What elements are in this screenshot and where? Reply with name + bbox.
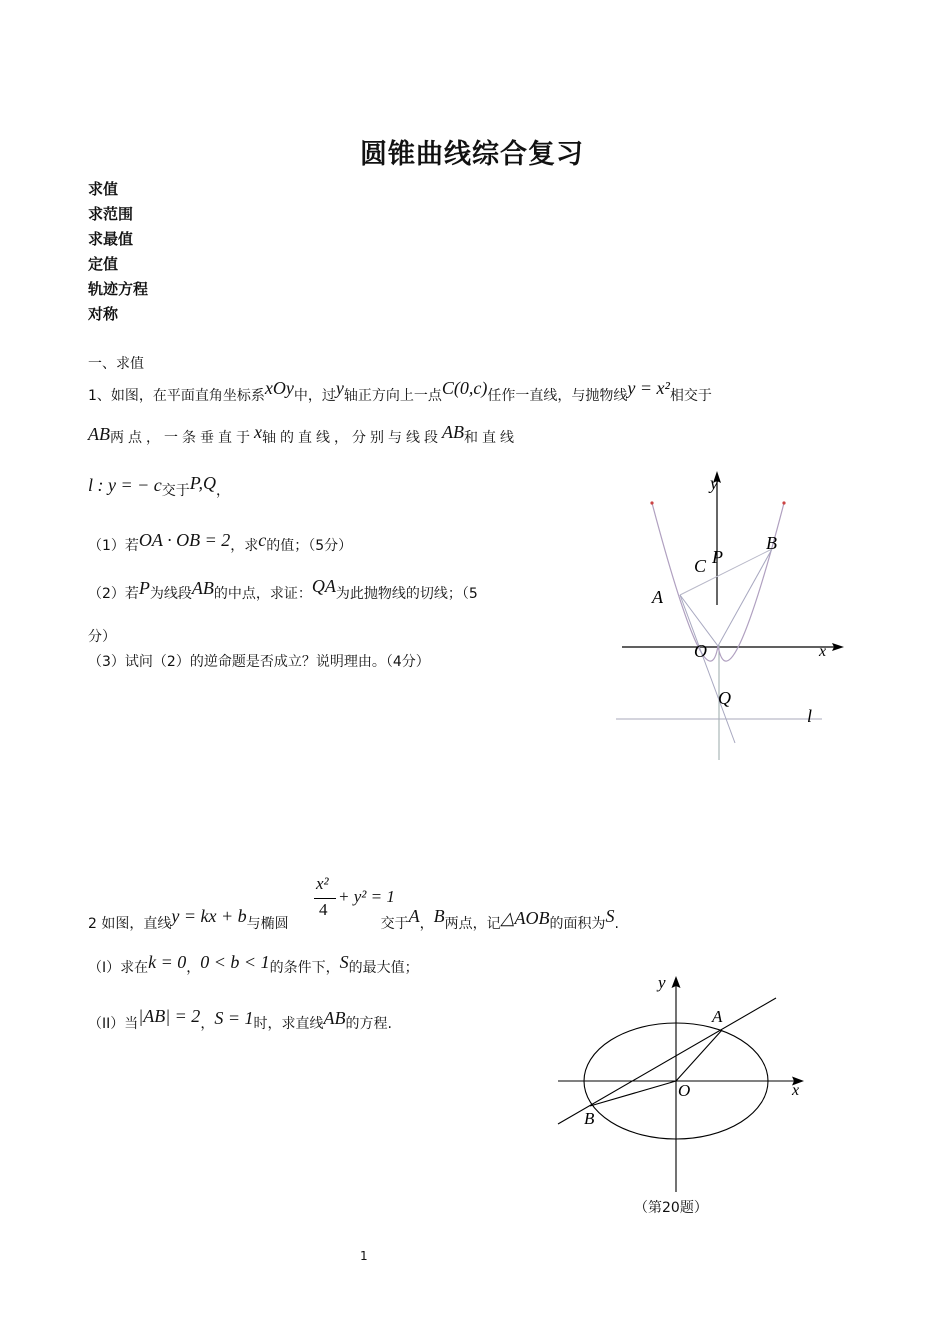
p1-l2-text-a: 两点，一条垂直于 (110, 430, 254, 446)
p1-fig-label-y: y (710, 473, 718, 493)
p1-q1-text-b: ，求 (230, 538, 259, 554)
p1-fig-label-a: A (652, 587, 663, 607)
p2-l1-math-a: A (408, 906, 420, 926)
p2-q1-text-d: 的最大值； (348, 960, 419, 976)
problem1-question2 (88, 578, 478, 608)
problem1-question2-cont: 分） (88, 629, 116, 645)
p1-q2-text-a: （2）若 (88, 586, 139, 602)
page-number: 1 (360, 1249, 368, 1263)
p1-fig-endpoint-left (650, 501, 653, 504)
ellipse-rest: + y² = 1 (338, 887, 395, 906)
p1-l3-text-a: 交于 (161, 483, 190, 499)
p1-q2-math-ab: AB (191, 578, 214, 598)
p2-q1-math-b-range: 0 < b < 1 (200, 952, 270, 972)
p1-l1-math-y: y (335, 378, 344, 398)
p2-fig-segment-ob (590, 1081, 676, 1106)
p2-l1-text-e: 两点，记 (444, 916, 501, 932)
p1-l1-text-c: 轴正方向上一点 (343, 388, 442, 404)
p2-q1-math-s: S (339, 952, 349, 972)
p2-l1-math-line: y = kx + b (171, 906, 247, 926)
problem1-line2 (88, 422, 518, 452)
p1-q1-text-a: （1）若 (88, 538, 139, 554)
p2-q2-math-ab: AB (323, 1008, 346, 1028)
toc-item-1: 求值 (88, 180, 119, 198)
p1-l1-math-xoy: xOy (264, 378, 294, 398)
ellipse-frac-num: x² (316, 874, 329, 893)
p2-l1-math-s: S (605, 906, 615, 926)
p2-l1-math-triangle: △AOB (500, 908, 550, 928)
p1-l2-math-ab: AB (88, 424, 110, 444)
p1-l3-math-pq: P,Q (189, 473, 216, 493)
toc-item-2: 求范围 (88, 205, 134, 223)
p1-q2-math-qa: QA (311, 576, 336, 596)
p2-l1-text-b: 与椭圆 (246, 916, 289, 932)
p2-fig-label-o: O (678, 1081, 691, 1100)
p2-q2-text-d: 的方程. (345, 1016, 392, 1032)
p1-fig-label-o: O (694, 641, 707, 661)
problem1-line3 (88, 475, 230, 505)
p1-fig-segment-oa (680, 595, 718, 646)
p1-fig-label-l: l (807, 706, 813, 726)
ellipse-frac-den: 4 (319, 900, 328, 919)
problem1-line1 (88, 380, 712, 410)
p1-l3-math-line-l: l : y = − c (88, 475, 162, 495)
p2-l1-math-b: B (433, 906, 445, 926)
problem2-question2 (88, 1008, 392, 1038)
p1-q2-text-b: 为线段 (149, 586, 192, 602)
problem1-figure (612, 465, 852, 765)
p2-l1-text-g: . (614, 916, 619, 932)
p2-fig-label-b: B (584, 1109, 595, 1128)
p1-l1-text-a: 1、如图，在平面直角坐标系 (88, 388, 265, 404)
figure-caption: （第20题） (634, 1200, 708, 1216)
p1-l2-math-x: x (254, 422, 262, 442)
toc-item-5: 轨迹方程 (88, 280, 149, 298)
section-heading: 一、求值 (88, 356, 144, 372)
p2-l1-text-f: 的面积为 (549, 916, 606, 932)
ellipse-equation (312, 874, 408, 924)
p1-fig-label-c: C (694, 556, 707, 576)
p2-fig-label-a: A (712, 1007, 723, 1026)
p1-l1-text-e: 相交于 (669, 388, 712, 404)
p2-q2-math-s: S = 1 (214, 1008, 254, 1028)
p1-q1-math-dot: OA · OB = 2 (138, 530, 231, 550)
p2-q1-math-k: k = 0 (148, 952, 187, 972)
p2-q1-text-a: （I）求在 (88, 960, 149, 976)
problem1-question1 (88, 530, 352, 560)
problem2-question1 (88, 952, 419, 982)
toc-item-6: 对称 (88, 305, 119, 323)
p2-fig-label-x: x (792, 1082, 800, 1099)
problem2-figure (550, 968, 810, 1198)
p2-l1-text-a: 2 如图，直线 (88, 916, 172, 932)
p2-l1-text-d: ， (419, 916, 434, 932)
p1-l1-text-d: 任作一直线，与抛物线 (487, 388, 628, 404)
p1-fig-tangent-qa (680, 595, 735, 743)
p2-fig-label-y: y (658, 973, 666, 992)
p1-q1-math-c: c (258, 530, 267, 550)
ellipse-frac-bar (314, 898, 336, 899)
toc-item-3: 求最值 (88, 230, 134, 248)
p2-fig-line-ab (558, 998, 776, 1124)
p1-fig-parabola (652, 503, 784, 661)
p2-l1-text-c: 交于 (380, 916, 409, 932)
problem1-question3: （3）试问（2）的逆命题是否成立？说明理由。（4分） (88, 654, 430, 670)
p1-l1-text-b: 中，过 (293, 388, 336, 404)
p2-fig-segment-oa (676, 1030, 722, 1081)
page-title: 圆锥曲线综合复习 (360, 139, 584, 170)
p1-l1-math-parabola: y = x² (627, 378, 670, 398)
p2-q1-text-c: 的条件下， (269, 960, 340, 976)
p1-fig-label-b: B (766, 533, 777, 553)
p1-q2-text-c: 的中点，求证： (213, 586, 312, 602)
p1-l1-math-point-c: C(0,c) (441, 378, 488, 398)
toc-item-4: 定值 (88, 255, 119, 273)
p2-q2-text-a: （II）当 (88, 1016, 139, 1032)
p2-q2-text-c: 时，求直线 (253, 1016, 324, 1032)
p2-q2-text-b: ， (200, 1016, 215, 1032)
p1-l3-text-b: ， (215, 483, 230, 499)
p1-l2-math-ab2: AB (442, 422, 464, 442)
p1-q1-text-c: 的值；（5分） (266, 538, 353, 554)
p2-q1-text-b: ， (186, 960, 201, 976)
p1-fig-label-q: Q (718, 688, 731, 708)
p1-fig-label-x: x (819, 643, 827, 660)
p1-q2-math-p: P (138, 578, 150, 598)
p1-fig-label-p: P (712, 547, 723, 567)
p1-l2-text-b: 轴的直线，分别与线段 (262, 430, 442, 446)
p1-q2-text-d: 为此抛物线的切线；（5 (335, 586, 478, 602)
p1-l2-text-c: 和直线 (464, 430, 518, 446)
p1-fig-endpoint-right (782, 501, 785, 504)
p2-q2-math-ab-len: |AB| = 2 (138, 1006, 201, 1026)
